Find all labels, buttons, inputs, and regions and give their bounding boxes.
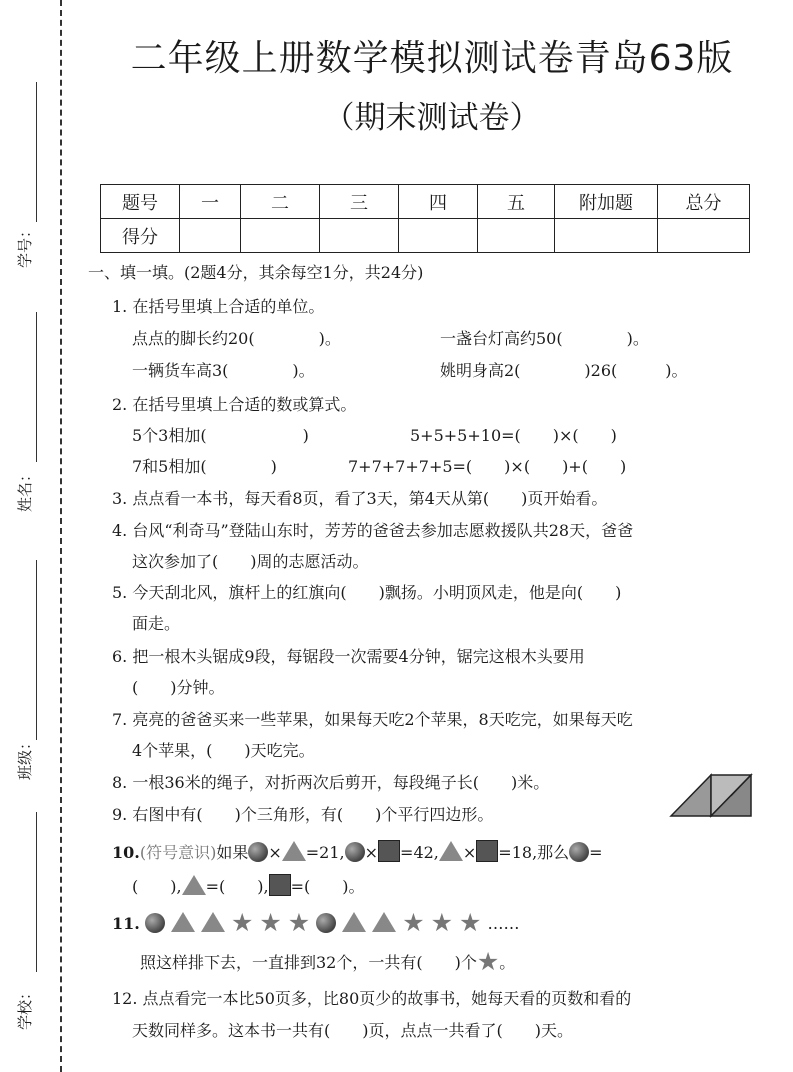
- square-icon: [476, 840, 498, 862]
- header-cell: 五: [478, 185, 555, 219]
- q7-text-line1: 7. 亮亮的爸爸买来一些苹果，如果每天吃2个苹果，8天吃完，如果每天吃: [112, 710, 633, 729]
- q11-end: 。: [499, 953, 516, 972]
- q10-times: ×: [268, 843, 282, 862]
- student-number-underline: [36, 82, 37, 222]
- q10-answer-triangle: =( ),: [205, 877, 269, 896]
- square-icon: [378, 840, 400, 862]
- page-subtitle: （期末测试卷）: [323, 100, 541, 136]
- score-cell[interactable]: [320, 219, 399, 253]
- q12-text-line2: 天数同样多。这本书一共有( )页，点点一共看了( )天。: [132, 1021, 573, 1040]
- q8-text: 8. 一根36米的绳子，对折两次后剪开，每段绳子长( )米。: [112, 773, 550, 792]
- binding-dashed-line: [60, 0, 62, 1072]
- score-cell[interactable]: [241, 219, 320, 253]
- q12-text-line1: 12. 点点看完一本比50页多，比80页少的故事书，她每天看的页数和看的: [112, 989, 632, 1008]
- q5-text-line2: 面走。: [132, 614, 181, 633]
- page-title: 二年级上册数学模拟测试卷青岛63版: [130, 38, 734, 79]
- q10-text-if: 如果: [216, 843, 249, 862]
- score-table: [100, 184, 750, 253]
- triangle-icon: [182, 875, 206, 895]
- q11-question: 照这样排下去，一直排到32个，一共有( )个: [140, 953, 477, 972]
- score-table-header-row: [101, 185, 750, 219]
- q1-item-c: 一辆货车高3( )。: [132, 361, 315, 380]
- star-icon: ★: [259, 908, 282, 937]
- q7-text-line2: 4个苹果，( )天吃完。: [132, 741, 315, 760]
- class-underline: [36, 560, 37, 740]
- score-table-score-row: [101, 219, 750, 253]
- triangle-icon: [201, 912, 225, 932]
- name-underline: [36, 312, 37, 462]
- school-underline: [36, 812, 37, 972]
- triangle-icon: [282, 841, 306, 861]
- star-icon: ★: [402, 908, 425, 937]
- q2-title: 2. 在括号里填上合适的数或算式。: [112, 395, 357, 414]
- q2-item-c: 7和5相加( ): [132, 457, 277, 476]
- section-heading: 一、填一填。(2题4分，其余每空1分，共24分): [88, 263, 424, 282]
- q10-answer-square: =( )。: [290, 877, 365, 896]
- circle-icon: [345, 842, 365, 862]
- shape-sequence: [145, 908, 488, 937]
- q10-eq4: =: [589, 843, 603, 862]
- triangles-parallelogram-figure: [668, 772, 754, 818]
- score-cell[interactable]: [658, 219, 750, 253]
- triangle-icon: [439, 841, 463, 861]
- star-icon: ★: [230, 908, 254, 937]
- square-icon: [269, 874, 291, 896]
- q10-times: ×: [462, 843, 477, 862]
- triangle-icon: [342, 912, 366, 932]
- header-cell: 一: [180, 185, 241, 219]
- score-row-label: 得分: [101, 219, 180, 253]
- q10-number: 10.: [112, 843, 140, 862]
- q11-number: 11.: [112, 914, 140, 933]
- triangle-icon: [372, 912, 396, 932]
- q1-item-a: 点点的脚长约20( )。: [132, 329, 341, 348]
- star-icon: ★: [459, 908, 482, 937]
- q6-text-line2: ( )分钟。: [132, 678, 225, 697]
- header-cell: 二: [241, 185, 320, 219]
- q10-answer-circle: ( ),: [132, 877, 182, 896]
- q1-item-b: 一盏台灯高约50( )。: [440, 329, 649, 348]
- q10-times: ×: [364, 843, 379, 862]
- circle-icon: [316, 913, 336, 933]
- q2-item-a: 5个3相加( ): [132, 426, 309, 445]
- q4-text-line1: 4. 台风“利奇马”登陆山东时，芳芳的爸爸去参加志愿救援队共28天，爸爸: [112, 521, 634, 540]
- q9-text: 9. 右图中有( )个三角形，有( )个平行四边形。: [112, 805, 494, 824]
- q1-item-d: 姚明身高2( )26( )。: [440, 361, 688, 380]
- q11-line2: [140, 947, 516, 976]
- score-cell[interactable]: [478, 219, 555, 253]
- star-icon: ★: [430, 908, 454, 937]
- header-cell: 三: [320, 185, 399, 219]
- q4-text-line2: 这次参加了( )周的志愿活动。: [132, 552, 369, 571]
- class-label: 班级：: [16, 734, 34, 780]
- student-number-label: 学号：: [16, 222, 34, 268]
- triangle-icon: [171, 912, 195, 932]
- q11-line1: [112, 908, 520, 937]
- q6-text-line1: 6. 把一根木头锯成9段，每锯段一次需要4分钟，锯完这根木头要用: [112, 647, 585, 666]
- circle-icon: [248, 842, 268, 862]
- header-cell: 总分: [658, 185, 750, 219]
- circle-icon: [569, 842, 589, 862]
- score-cell[interactable]: [399, 219, 478, 253]
- q3-text: 3. 点点看一本书，每天看8页，看了3天，第4天从第( )页开始看。: [112, 489, 608, 508]
- q11-ellipsis: ……: [487, 914, 520, 933]
- q10-tag: (符号意识): [139, 843, 217, 862]
- header-cell: 题号: [101, 185, 180, 219]
- header-cell: 四: [399, 185, 478, 219]
- name-label: 姓名：: [16, 466, 34, 512]
- header-cell: 附加题: [555, 185, 658, 219]
- star-icon: ★: [287, 908, 311, 937]
- school-label: 学校：: [16, 984, 34, 1030]
- q10-line1: [112, 840, 603, 864]
- q10-eq1: =21,: [305, 843, 345, 862]
- score-cell[interactable]: [180, 219, 241, 253]
- q1-title: 1. 在括号里填上合适的单位。: [112, 297, 325, 316]
- q5-text-line1: 5. 今天刮北风，旗杆上的红旗向( )飘扬。小明顶风走，他是向( ): [112, 583, 622, 602]
- star-icon: ★: [476, 947, 500, 976]
- score-cell[interactable]: [555, 219, 658, 253]
- q10-line2: [132, 874, 364, 898]
- figure-triangle-left: [671, 775, 711, 816]
- q2-item-d: 7+7+7+7+5=( )×( )+( ): [348, 457, 627, 476]
- q10-eq2: =42,: [400, 843, 439, 862]
- circle-icon: [145, 913, 165, 933]
- q2-item-b: 5+5+5+10=( )×( ): [410, 426, 617, 445]
- q10-eq3: =18,那么: [498, 843, 570, 862]
